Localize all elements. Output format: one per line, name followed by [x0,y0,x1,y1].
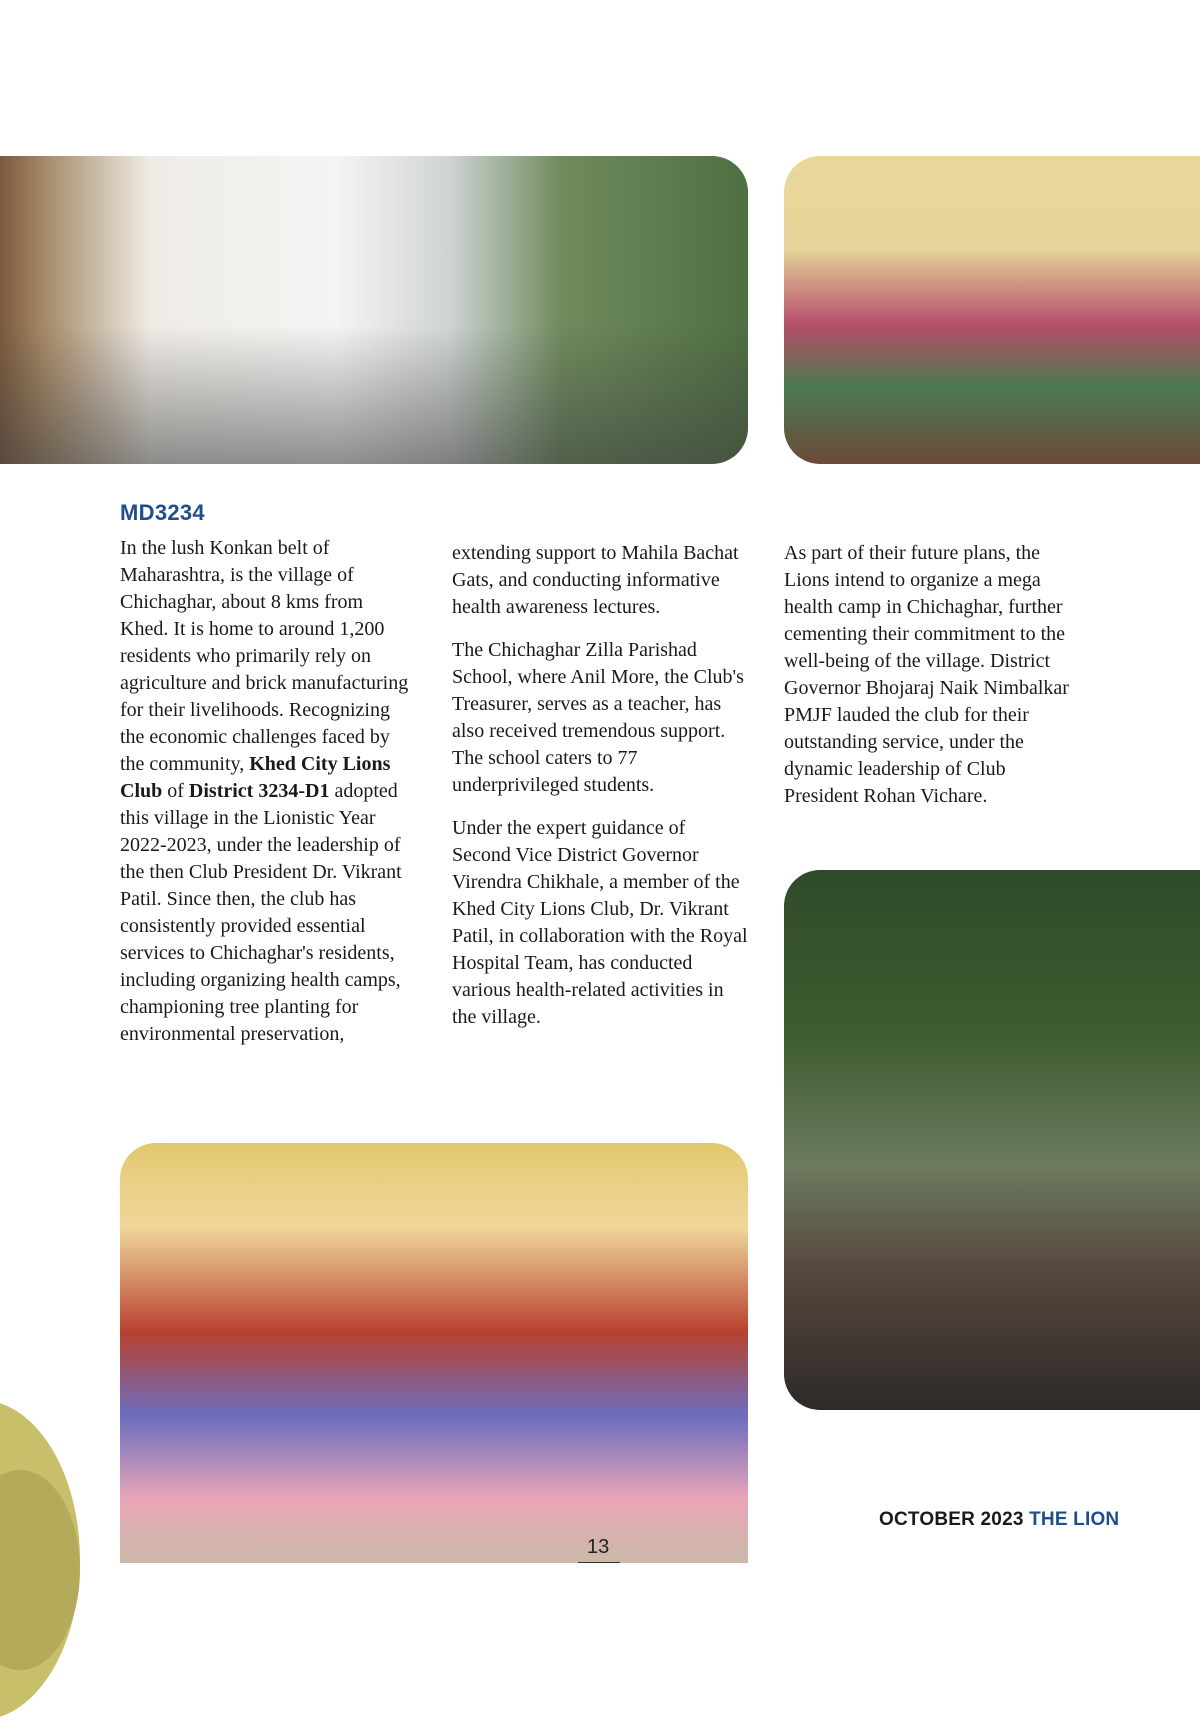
article-column-2 [452,540,748,1047]
magazine-name: THE LION [1029,1509,1120,1530]
text-run: adopted this village in the Lionistic Year 2022-2023, under the leadership of the then Club President Dr. Vikrant Patil. Since then, the club has consistently provided essential services to Chichaghar's residents, including organizing health camps, championing tree planting for environmental preservation, [120,780,402,1045]
issue-date: OCTOBER 2023 [879,1509,1030,1530]
paragraph: The Chichaghar Zilla Parishad School, where Anil More, the Club's Treasurer, serves as a teacher, has also received tremendous support. The school caters to 77 underprivileged students. [452,639,744,796]
text-run: of [162,780,189,802]
paragraph: Under the expert guidance of Second Vice District Governor Virendra Chikhale, a member of the Khed City Lions Club, Dr. Vikrant Patil, in collaboration with the Royal Hospital Team, has conducted various health-related activities in the village. [452,817,748,1028]
club-name: Khed City Lions Club [120,753,391,802]
paragraph: As part of their future plans, the Lions intend to organize a mega health camp in Chichaghar, further cementing their commitment to the well-being of the village. District Governor Bhojaraj Naik Nimbalkar PMJF lauded the club for their outstanding service, under the dynamic leadership of Club President Rohan Vichare. [784,542,1069,807]
photo-tree-planting [784,870,1200,1410]
article-column-3 [784,540,1080,826]
photo-school-children [120,1143,748,1563]
paragraph: extending support to Mahila Bachat Gats, and conducting informative health awareness lectures. [452,542,739,618]
paragraph [120,535,416,1048]
district-name: District 3234-D1 [188,780,330,802]
magazine-footer [879,1509,1119,1531]
section-title: MD3234 [120,500,205,525]
page-number: 13 [587,1536,610,1558]
text-run: In the lush Konkan belt of Maharashtra, is the village of Chichaghar, about 8 kms from Khed. It is home to around 1,200 residents who primarily rely on agriculture and brick manufacturing for their livelihoods. Recognizing the economic challenges faced by the community, [120,537,409,775]
article-column-1 [120,535,416,1064]
photo-ambulance-handover [0,156,748,464]
photo-women-group [784,156,1200,464]
